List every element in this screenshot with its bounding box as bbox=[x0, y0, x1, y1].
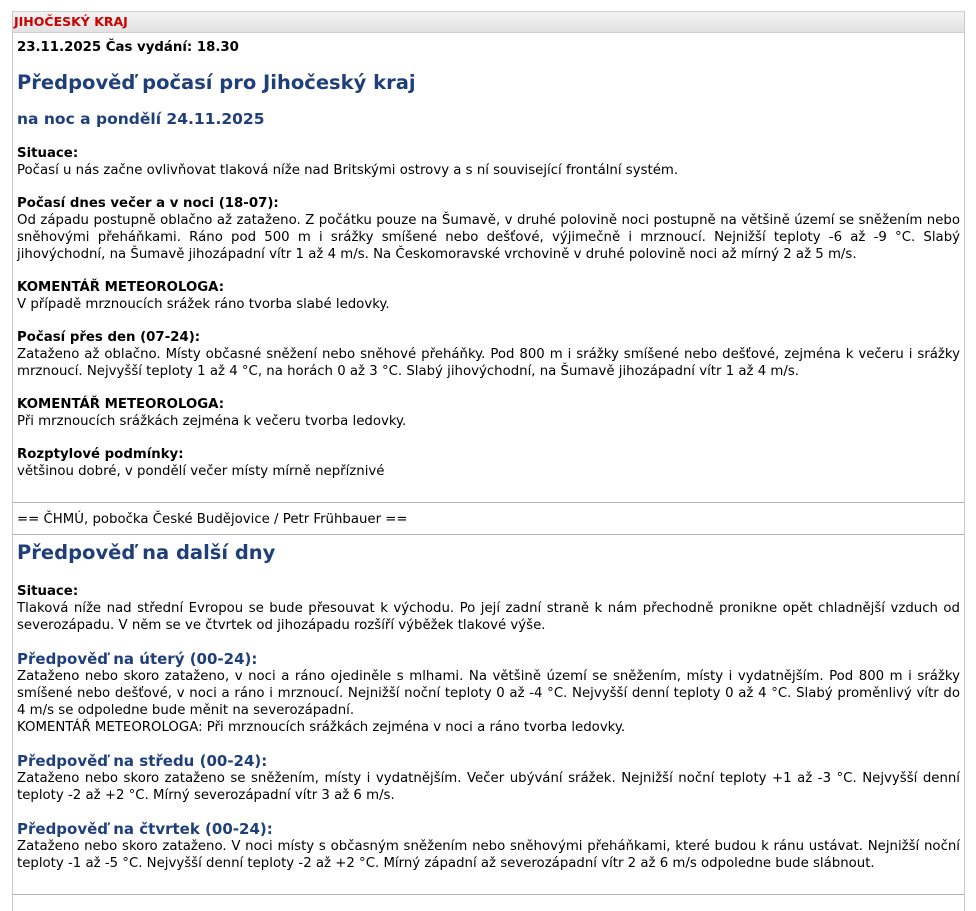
night-section bbox=[17, 195, 960, 263]
region-header: JIHOČESKÝ KRAJ bbox=[13, 11, 964, 33]
day-text: Zataženo až oblačno. Místy občasné sněžení nebo sněhové přeháňky. Pod 800 m i srážky smíšené nebo dešťové, zejména k večeru i srážky mrznoucí. Nejvyšší teploty 1 až 4 °C, na horách 0 až 3 °C. Slabý jihovýchodní, na Šumavě jihozápadní vítr 1 až 4 m/s. bbox=[17, 347, 960, 379]
day-section bbox=[17, 329, 960, 380]
tuesday-section bbox=[17, 650, 960, 736]
situation-text: Počasí u nás začne ovlivňovat tlaková níže nad Britskými ostrovy a s ní související frontální systém. bbox=[17, 163, 679, 178]
day-label: Počasí přes den (07-24): bbox=[17, 330, 201, 345]
tuesday-label: Předpověď na úterý (00-24): bbox=[17, 650, 258, 668]
page-title: Předpověď počasí pro Jihočeský kraj bbox=[17, 71, 416, 94]
night-label: Počasí dnes večer a v noci (18-07): bbox=[17, 196, 279, 211]
wednesday-text: Zataženo nebo skoro zataženo se sněžením, místy i vydatnějším. Večer ubývání srážek. Nejnižší noční teploty +1 až -3 °C. Nejvyšší denní teploty -2 až +2 °C. Mírný severozápadní vítr 3 až 6 m/s. bbox=[17, 771, 960, 803]
comment-label-1: KOMENTÁŘ METEOROLOGA: bbox=[17, 280, 225, 295]
next-days-title: Předpověď na další dny bbox=[17, 541, 276, 564]
next-situation-label: Situace: bbox=[17, 584, 79, 599]
situation-section bbox=[17, 145, 960, 179]
comment-text-2: Při mrznoucích srážkách zejména k večeru tvorba ledovky. bbox=[17, 414, 407, 429]
divider-middle bbox=[13, 534, 964, 535]
author-line: == ČHMÚ, pobočka České Budějovice / Petr Frühbauer == bbox=[17, 512, 408, 527]
thursday-text: Zataženo nebo skoro zataženo. V noci místy s občasným sněžením nebo sněhovými přeháňkami, které budou k ránu ustávat. Nejnižší noční teploty -1 až -5 °C. Nejvyšší denní teploty -2 až +2 °C. Mírný západní až severozápadní vítr 2 až 6 m/s odpoledne bude slábnout. bbox=[17, 839, 960, 871]
comment-text-1: V případě mrznoucích srážek ráno tvorba slabé ledovky. bbox=[17, 297, 390, 312]
comment-label-2: KOMENTÁŘ METEOROLOGA: bbox=[17, 397, 225, 412]
wednesday-label: Předpověď na středu (00-24): bbox=[17, 752, 268, 770]
thursday-label: Předpověď na čtvrtek (00-24): bbox=[17, 820, 273, 838]
dispersion-label: Rozptylové podmínky: bbox=[17, 447, 184, 462]
issue-time: 23.11.2025 Čas vydání: 18.30 bbox=[17, 40, 239, 55]
dispersion-section bbox=[17, 446, 960, 480]
comment-section-2 bbox=[17, 396, 960, 430]
next-situation-section bbox=[17, 583, 960, 634]
wednesday-section bbox=[17, 752, 960, 804]
next-days-content bbox=[13, 541, 964, 872]
page-subtitle: na noc a pondělí 24.11.2025 bbox=[17, 110, 265, 128]
comment-section-1 bbox=[17, 279, 960, 313]
next-situation-text: Tlaková níže nad střední Evropou se bude přesouvat k východu. Po její zadní straně k nám přechodně pronikne opět chladnější vzduch od severozápadu. V něm se ve čtvrtek od jihozápadu rozšíří výběžek tlakové výše. bbox=[17, 601, 960, 633]
situation-label: Situace: bbox=[17, 146, 79, 161]
tuesday-text: Zataženo nebo skoro zataženo, v noci a ráno ojediněle s mlhami. Na většině území se sněžením, místy i vydatnějším. Pod 800 m i srážky smíšené nebo dešťové, v noci a ráno i mrznoucí. Nejnižší noční teploty 0 až -4 °C. Nejvyšší denní teploty 0 až 4 °C. Slabý proměnlivý vítr do 4 m/s se odpoledne bude měnit na severozápadní. bbox=[17, 669, 960, 718]
tuesday-comment: KOMENTÁŘ METEOROLOGA: Při mrznoucích srážkách zejména v noci a ráno tvorba ledovky. bbox=[17, 720, 626, 735]
divider-bottom bbox=[13, 894, 964, 895]
dispersion-text: většinou dobré, v pondělí večer místy mírně nepříznivé bbox=[17, 464, 385, 479]
forecast-content bbox=[13, 40, 964, 480]
forecast-frame bbox=[12, 11, 965, 911]
night-text: Od západu postupně oblačno až zataženo. Z počátku pouze na Šumavě, v druhé polovině noci postupně na většině území se sněžením nebo sněhovými přeháňkami. Ráno pod 500 m i srážky smíšené nebo dešťové, výjimečně i mrznoucí. Nejnižší teploty -6 až -9 °C. Slabý jihovýchodní, na Šumavě jihozápadní vítr 1 až 4 m/s. Na Českomoravské vrchovině v druhé polovině noci až mírný 2 až 5 m/s. bbox=[17, 213, 960, 262]
thursday-section bbox=[17, 820, 960, 872]
